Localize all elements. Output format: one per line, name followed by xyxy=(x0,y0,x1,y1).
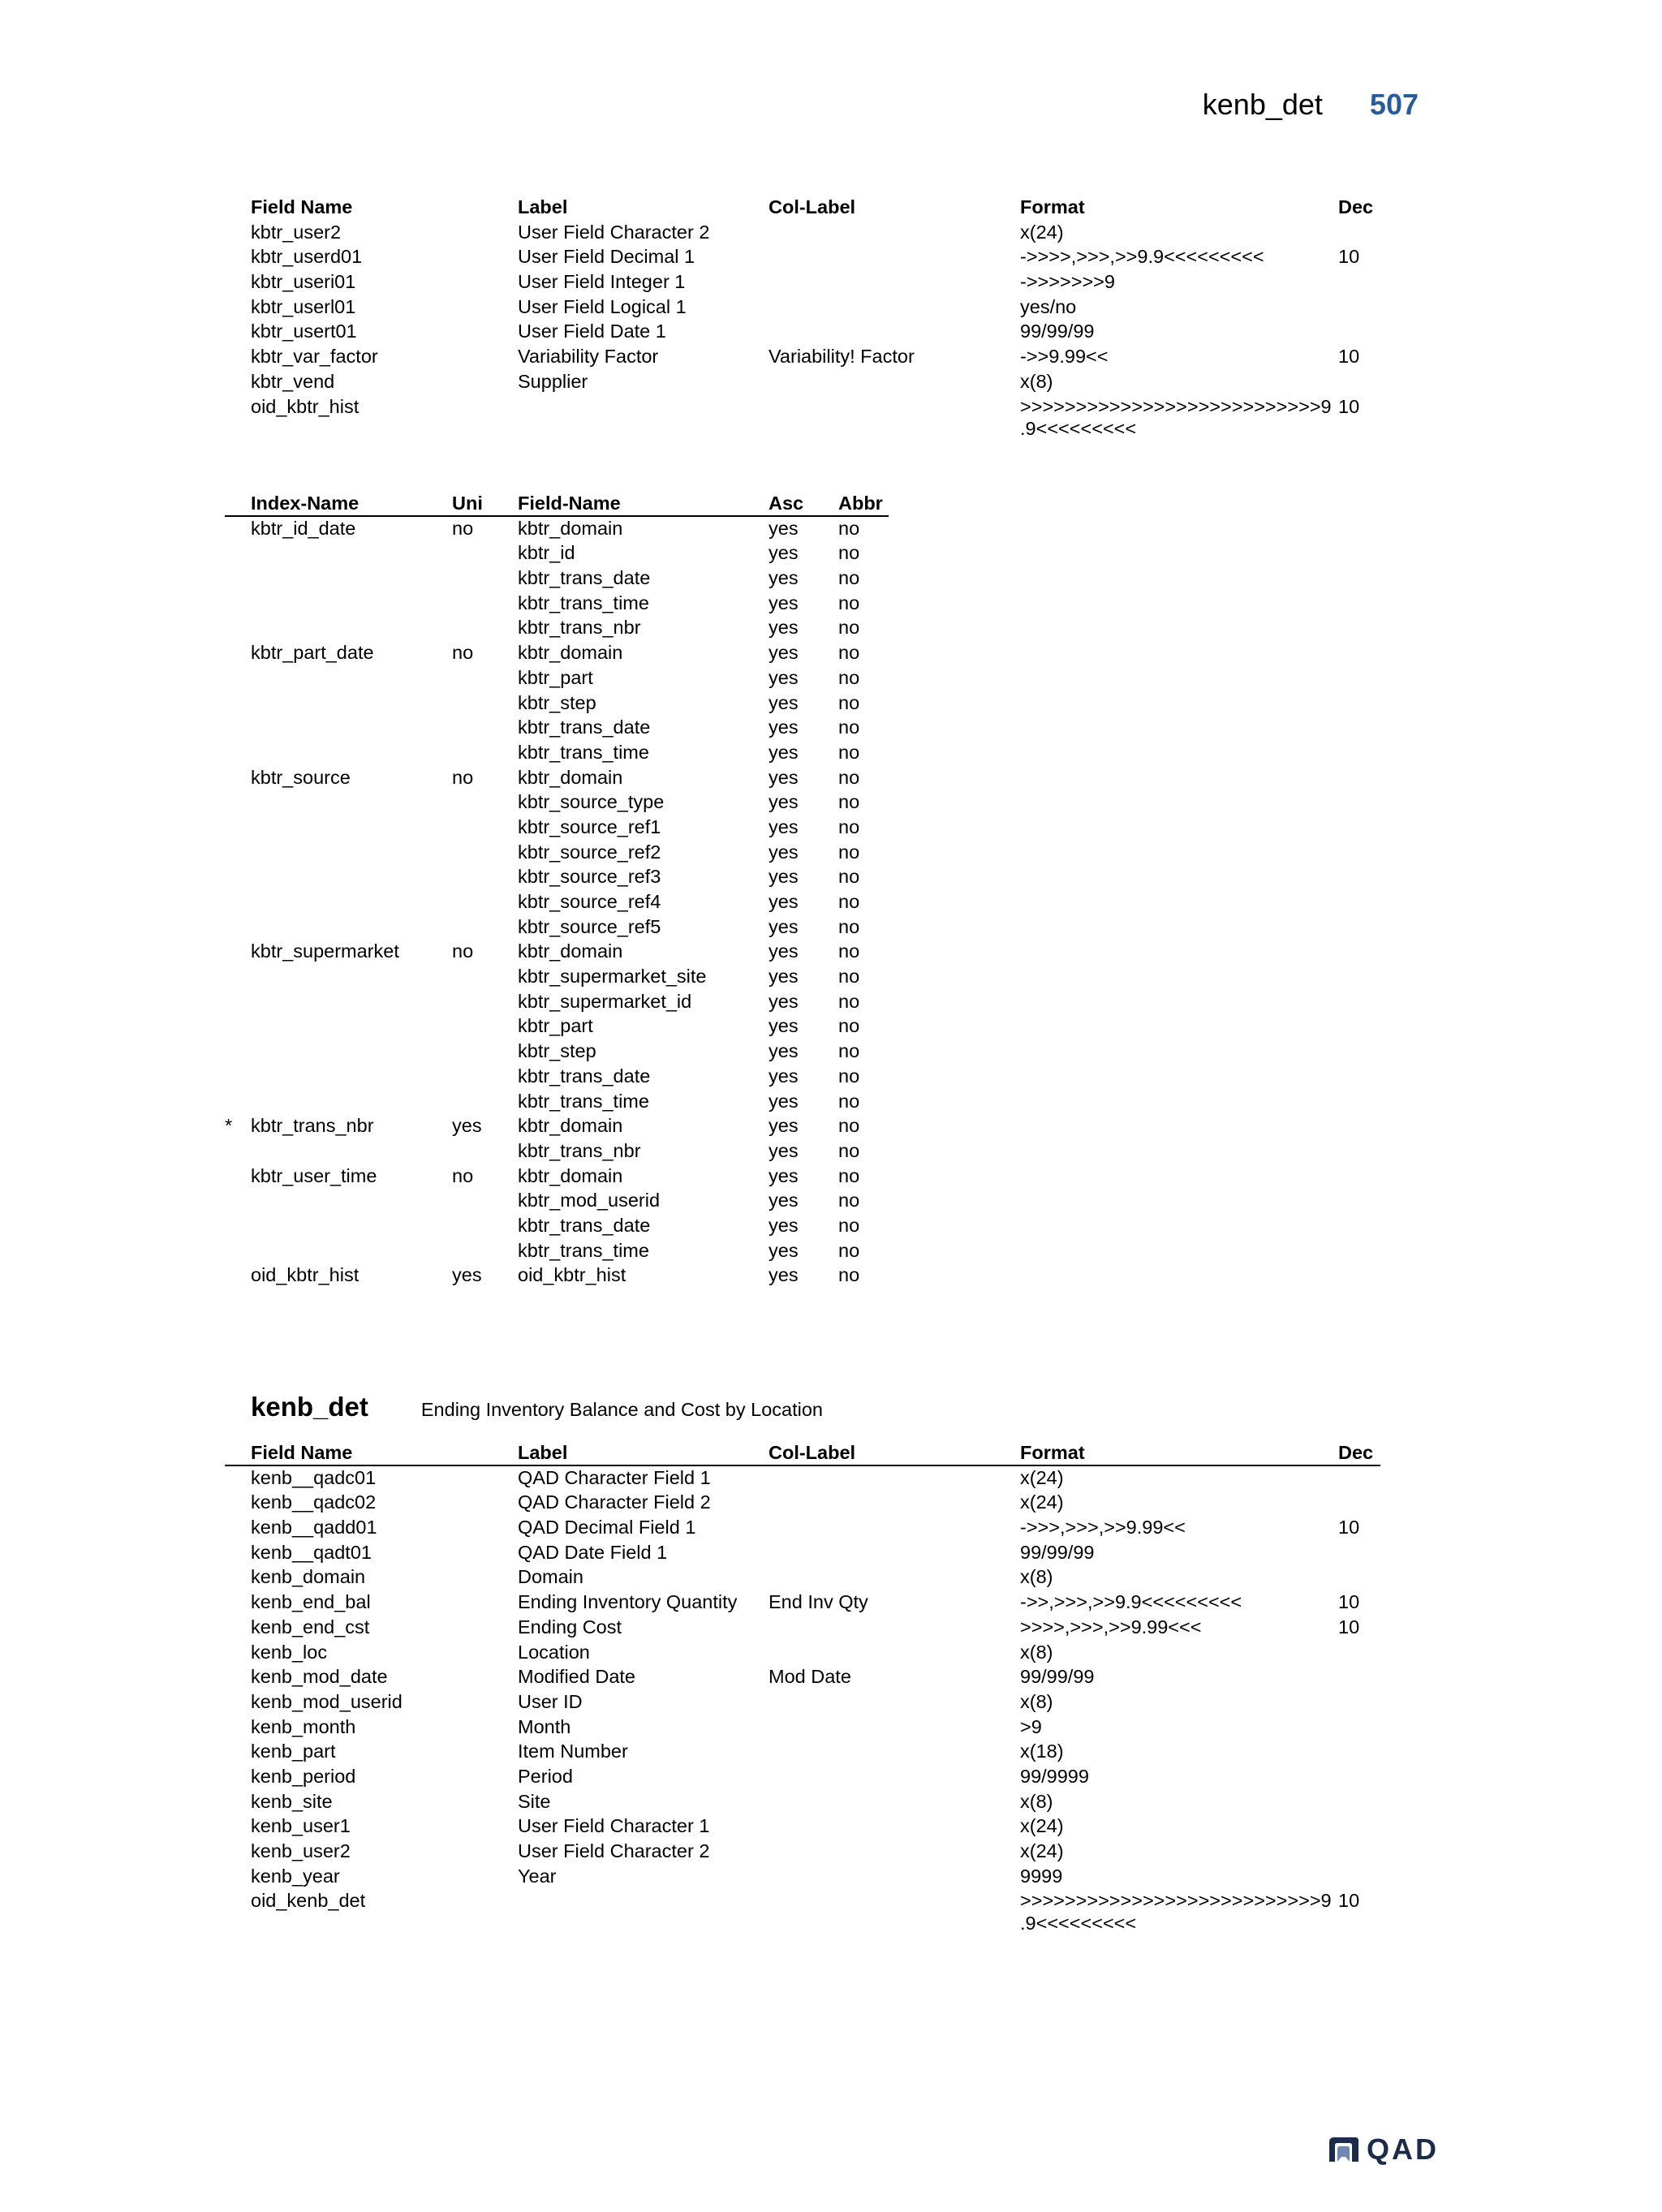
field-name-cell: oid_kbtr_hist xyxy=(518,1264,626,1286)
abbr-cell: no xyxy=(838,1239,860,1261)
table-row xyxy=(251,889,900,914)
field-name-cell: kenb_site xyxy=(251,1790,333,1812)
asc-cell: yes xyxy=(769,891,799,912)
abbr-cell: no xyxy=(838,1065,860,1087)
label-cell: Location xyxy=(518,1641,590,1663)
label-cell: Site xyxy=(518,1790,551,1812)
index-name-cell: kbtr_part_date xyxy=(251,642,374,664)
table-row xyxy=(251,939,900,964)
format-cell: 99/9999 xyxy=(1020,1765,1089,1787)
table-row xyxy=(251,615,900,640)
table-row xyxy=(251,640,900,665)
field-table-header xyxy=(251,1440,1387,1465)
field-name-cell: kbtr_supermarket_site xyxy=(518,966,707,988)
index-name-cell: kbtr_source xyxy=(251,766,351,788)
asc-cell: yes xyxy=(769,1239,799,1261)
field-table-kbtr xyxy=(251,195,1387,440)
field-name-cell: kbtr_trans_date xyxy=(518,1065,651,1087)
format-cell: ->>>,>>>,>>9.99<< xyxy=(1020,1517,1186,1539)
asc-cell: yes xyxy=(769,741,799,763)
abbr-cell: no xyxy=(838,766,860,788)
table-row xyxy=(251,1590,1387,1615)
table-row xyxy=(251,790,900,815)
field-name-cell: kbtr_trans_date xyxy=(518,567,651,589)
table-row xyxy=(251,1540,1387,1565)
format-cell xyxy=(1020,1888,1332,1933)
abbr-cell: no xyxy=(838,816,860,837)
format-cell: 99/99/99 xyxy=(1020,1666,1095,1688)
field-name-cell: kbtr_source_ref5 xyxy=(518,915,661,937)
label-cell: QAD Character Field 1 xyxy=(518,1466,711,1488)
label-cell: Variability Factor xyxy=(518,346,659,368)
col-label-cell: Mod Date xyxy=(769,1666,851,1688)
format-cell: yes/no xyxy=(1020,295,1077,317)
format-cell: ->>>>,>>>,>>9.9<<<<<<<<< xyxy=(1020,246,1264,268)
header-format: Format xyxy=(1020,1442,1085,1463)
field-name-cell: kbtr_source_type xyxy=(518,791,665,813)
field-name-cell: kenb_mod_date xyxy=(251,1666,388,1688)
logo-text: QAD xyxy=(1367,2132,1439,2166)
format-cell: x(18) xyxy=(1020,1741,1064,1762)
asc-cell: yes xyxy=(769,766,799,788)
qad-logo xyxy=(1328,2132,1439,2167)
dec-cell: 10 xyxy=(1338,1890,1360,1912)
abbr-cell: no xyxy=(838,990,860,1012)
table-row xyxy=(251,220,1387,245)
table-row xyxy=(251,815,900,840)
abbr-cell: no xyxy=(838,1139,860,1161)
table-row xyxy=(251,540,900,566)
table-row xyxy=(251,1839,1387,1864)
field-name-cell: kbtr_user2 xyxy=(251,221,342,243)
asc-cell: yes xyxy=(769,592,799,613)
abbr-cell: no xyxy=(838,542,860,564)
table-row xyxy=(251,1089,900,1114)
label-cell: Period xyxy=(518,1765,573,1787)
format-cell: x(8) xyxy=(1020,1790,1053,1812)
table-row xyxy=(251,864,900,889)
asc-cell: yes xyxy=(769,915,799,937)
table-row xyxy=(251,244,1387,269)
table-row xyxy=(251,1039,900,1064)
header-dec: Dec xyxy=(1338,1442,1374,1463)
uni-cell: no xyxy=(452,940,474,962)
field-name-cell: kbtr_trans_time xyxy=(518,1090,649,1112)
field-name-cell: kbtr_trans_date xyxy=(518,717,651,738)
abbr-cell: no xyxy=(838,1090,860,1112)
asc-cell: yes xyxy=(769,1164,799,1186)
asc-cell: yes xyxy=(769,666,799,688)
primary-index-marker: * xyxy=(225,1115,233,1137)
abbr-cell: no xyxy=(838,1214,860,1236)
field-name-cell: kenb_user1 xyxy=(251,1815,351,1837)
label-cell: QAD Date Field 1 xyxy=(518,1541,668,1563)
field-name-cell: kbtr_domain xyxy=(518,517,623,539)
abbr-cell: no xyxy=(838,1015,860,1037)
table-row xyxy=(251,566,900,591)
abbr-cell: no xyxy=(838,567,860,589)
asc-cell: yes xyxy=(769,791,799,813)
format-cell: x(8) xyxy=(1020,370,1053,392)
field-name-cell: kenb__qadc02 xyxy=(251,1491,377,1513)
asc-cell: yes xyxy=(769,542,799,564)
field-name-cell: kenb_loc xyxy=(251,1641,328,1663)
table-row xyxy=(251,591,900,616)
field-name-cell: kbtr_trans_nbr xyxy=(518,617,641,639)
label-cell: Modified Date xyxy=(518,1666,635,1688)
format-cell: ->>>>>>>9 xyxy=(1020,271,1115,293)
format-line-1: >>>>>>>>>>>>>>>>>>>>>>>>>>>9 xyxy=(1020,395,1332,417)
format-cell: ->>9.99<< xyxy=(1020,346,1109,368)
asc-cell: yes xyxy=(769,691,799,713)
field-name-cell: kenb_year xyxy=(251,1865,340,1887)
abbr-cell: no xyxy=(838,915,860,937)
label-cell: User Field Character 1 xyxy=(518,1815,710,1837)
dec-cell: 10 xyxy=(1338,246,1360,268)
table-row xyxy=(251,1238,900,1263)
abbr-cell: no xyxy=(838,1190,860,1211)
label-cell: Month xyxy=(518,1715,571,1737)
abbr-cell: no xyxy=(838,717,860,738)
table-row xyxy=(251,1490,1387,1515)
table-row xyxy=(251,394,1387,440)
table-row xyxy=(251,740,900,765)
table-row xyxy=(251,319,1387,344)
abbr-cell: no xyxy=(838,891,860,912)
format-cell: 99/99/99 xyxy=(1020,321,1095,342)
label-cell: User Field Date 1 xyxy=(518,321,666,342)
table-row xyxy=(251,914,900,940)
abbr-cell: no xyxy=(838,592,860,613)
table-row xyxy=(251,1188,900,1213)
label-cell: Year xyxy=(518,1865,557,1887)
field-name-cell: kbtr_source_ref3 xyxy=(518,866,661,888)
field-name-cell: kenb_end_cst xyxy=(251,1616,370,1637)
field-name-cell: kenb_mod_userid xyxy=(251,1690,403,1712)
table-row xyxy=(251,269,1387,295)
uni-cell: no xyxy=(452,766,474,788)
field-name-cell: kbtr_userd01 xyxy=(251,246,363,268)
asc-cell: yes xyxy=(769,1065,799,1087)
field-name-cell: kbtr_step xyxy=(518,1040,596,1062)
header-uni: Uni xyxy=(452,493,483,514)
header-field-name: Field Name xyxy=(251,196,353,217)
table-row xyxy=(251,1263,900,1288)
table-row xyxy=(251,1615,1387,1640)
field-name-cell: kbtr_supermarket_id xyxy=(518,990,692,1012)
abbr-cell: no xyxy=(838,1164,860,1186)
label-cell: User Field Logical 1 xyxy=(518,295,687,317)
header-field-name: Field Name xyxy=(251,1442,353,1463)
abbr-cell: no xyxy=(838,666,860,688)
field-name-cell: kenb_period xyxy=(251,1765,356,1787)
label-cell: User Field Character 2 xyxy=(518,1840,710,1861)
label-cell: Ending Inventory Quantity xyxy=(518,1591,738,1613)
table-row xyxy=(251,1515,1387,1540)
table-name: kenb_det xyxy=(251,1392,368,1422)
field-name-cell: kbtr_useri01 xyxy=(251,271,356,293)
format-cell: >>>>,>>>,>>9.99<<< xyxy=(1020,1616,1202,1637)
dec-cell: 10 xyxy=(1338,1517,1360,1539)
dec-cell: 10 xyxy=(1338,346,1360,368)
field-name-cell: kenb_end_bal xyxy=(251,1591,371,1613)
field-name-cell: kbtr_source_ref1 xyxy=(518,816,661,837)
asc-cell: yes xyxy=(769,642,799,664)
col-label-cell: Variability! Factor xyxy=(769,346,915,368)
table-row xyxy=(251,1064,900,1089)
format-cell: x(24) xyxy=(1020,1815,1064,1837)
section-title xyxy=(251,1392,823,1422)
table-row xyxy=(251,1465,1387,1491)
dec-cell: 10 xyxy=(1338,1616,1360,1637)
index-name-cell: kbtr_id_date xyxy=(251,517,356,539)
index-name-cell: kbtr_supermarket xyxy=(251,940,399,962)
asc-cell: yes xyxy=(769,1015,799,1037)
abbr-cell: no xyxy=(838,791,860,813)
table-row xyxy=(251,1213,900,1238)
abbr-cell: no xyxy=(838,966,860,988)
asc-cell: yes xyxy=(769,1190,799,1211)
label-cell: Ending Cost xyxy=(518,1616,622,1637)
header-asc: Asc xyxy=(769,493,804,514)
dec-cell: 10 xyxy=(1338,1591,1360,1613)
table-row xyxy=(251,840,900,865)
asc-cell: yes xyxy=(769,1139,799,1161)
table-row xyxy=(251,1789,1387,1814)
asc-cell: yes xyxy=(769,866,799,888)
format-cell: x(24) xyxy=(1020,1840,1064,1861)
format-cell: >9 xyxy=(1020,1715,1042,1737)
format-line-1: >>>>>>>>>>>>>>>>>>>>>>>>>>>9 xyxy=(1020,1890,1332,1912)
field-name-cell: kenb_user2 xyxy=(251,1840,351,1861)
field-name-cell: kbtr_domain xyxy=(518,940,623,962)
table-row xyxy=(251,964,900,989)
label-cell: User Field Integer 1 xyxy=(518,271,686,293)
uni-cell: yes xyxy=(452,1264,482,1286)
header-abbr: Abbr xyxy=(838,493,883,514)
field-name-cell: kbtr_source_ref4 xyxy=(518,891,661,912)
field-table-kenb xyxy=(251,1440,1387,1934)
table-row xyxy=(251,715,900,740)
table-row xyxy=(251,516,900,541)
field-name-cell: kenb_month xyxy=(251,1715,356,1737)
table-row xyxy=(251,1564,1387,1590)
field-name-cell: kbtr_id xyxy=(518,542,575,564)
dec-cell: 10 xyxy=(1338,395,1360,417)
asc-cell: yes xyxy=(769,816,799,837)
table-row xyxy=(251,1888,1387,1934)
table-description: Ending Inventory Balance and Cost by Location xyxy=(420,1399,824,1420)
format-cell xyxy=(1020,394,1332,439)
field-name-cell: kbtr_trans_time xyxy=(518,741,649,763)
field-name-cell: oid_kenb_det xyxy=(251,1890,366,1912)
field-table-header xyxy=(251,195,1387,220)
label-cell: Item Number xyxy=(518,1741,628,1762)
field-name-cell: kbtr_part xyxy=(518,666,593,688)
format-cell: x(8) xyxy=(1020,1690,1053,1712)
field-name-cell: kenb_domain xyxy=(251,1566,366,1588)
asc-cell: yes xyxy=(769,966,799,988)
table-row xyxy=(251,1814,1387,1839)
asc-cell: yes xyxy=(769,617,799,639)
page-header xyxy=(1203,88,1419,122)
header-col-label: Col-Label xyxy=(769,1442,856,1463)
field-name-cell: oid_kbtr_hist xyxy=(251,395,360,417)
header-format: Format xyxy=(1020,196,1085,217)
table-row xyxy=(251,1864,1387,1889)
header-dec: Dec xyxy=(1338,196,1374,217)
field-name-cell: kbtr_domain xyxy=(518,766,623,788)
header-field-name: Field-Name xyxy=(518,493,621,514)
table-row xyxy=(251,1764,1387,1789)
asc-cell: yes xyxy=(769,517,799,539)
format-line-2: .9<<<<<<<<< xyxy=(1020,1913,1137,1934)
asc-cell: yes xyxy=(769,841,799,863)
index-table-header xyxy=(251,491,900,516)
abbr-cell: no xyxy=(838,741,860,763)
format-cell: x(24) xyxy=(1020,1491,1064,1513)
field-name-cell: kbtr_domain xyxy=(518,1115,623,1137)
format-cell: x(8) xyxy=(1020,1566,1053,1588)
uni-cell: no xyxy=(452,1164,474,1186)
abbr-cell: no xyxy=(838,691,860,713)
table-row xyxy=(251,1664,1387,1689)
table-row xyxy=(251,295,1387,320)
running-title: kenb_det xyxy=(1202,88,1323,121)
index-table-kbtr xyxy=(225,491,900,1288)
field-name-cell: kbtr_trans_time xyxy=(518,592,649,613)
table-row xyxy=(251,1164,900,1189)
field-name-cell: kbtr_userl01 xyxy=(251,295,356,317)
abbr-cell: no xyxy=(838,617,860,639)
field-name-cell: kbtr_source_ref2 xyxy=(518,841,661,863)
field-name-cell: kenb__qadd01 xyxy=(251,1517,377,1539)
page-number: 507 xyxy=(1369,88,1419,121)
abbr-cell: no xyxy=(838,841,860,863)
asc-cell: yes xyxy=(769,1040,799,1062)
label-cell: Domain xyxy=(518,1566,583,1588)
index-name-cell: kbtr_user_time xyxy=(251,1164,377,1186)
abbr-cell: no xyxy=(838,517,860,539)
asc-cell: yes xyxy=(769,717,799,738)
field-name-cell: kbtr_part xyxy=(518,1015,593,1037)
label-cell: Supplier xyxy=(518,370,588,392)
asc-cell: yes xyxy=(769,567,799,589)
index-name-cell: kbtr_trans_nbr xyxy=(251,1115,374,1137)
field-name-cell: kenb_part xyxy=(251,1741,336,1762)
format-line-2: .9<<<<<<<<< xyxy=(1020,418,1137,440)
asc-cell: yes xyxy=(769,1214,799,1236)
format-cell: 99/99/99 xyxy=(1020,1541,1095,1563)
table-row xyxy=(251,691,900,716)
uni-cell: no xyxy=(452,517,474,539)
format-cell: 9999 xyxy=(1020,1865,1063,1887)
table-row xyxy=(251,369,1387,394)
uni-cell: yes xyxy=(452,1115,482,1137)
abbr-cell: no xyxy=(838,1040,860,1062)
field-name-cell: kbtr_step xyxy=(518,691,596,713)
header-label: Label xyxy=(518,1442,568,1463)
abbr-cell: no xyxy=(838,940,860,962)
label-cell: User Field Decimal 1 xyxy=(518,246,695,268)
field-name-cell: kenb__qadc01 xyxy=(251,1466,377,1488)
table-row xyxy=(251,1715,1387,1740)
format-cell: x(24) xyxy=(1020,1466,1064,1488)
header-label: Label xyxy=(518,196,568,217)
format-cell: x(8) xyxy=(1020,1641,1053,1663)
field-name-cell: kenb__qadt01 xyxy=(251,1541,372,1563)
qad-logo-icon xyxy=(1328,2136,1360,2163)
table-row xyxy=(251,989,900,1014)
field-name-cell: kbtr_var_factor xyxy=(251,346,378,368)
asc-cell: yes xyxy=(769,1090,799,1112)
field-name-cell: kbtr_domain xyxy=(518,1164,623,1186)
field-name-cell: kbtr_trans_date xyxy=(518,1214,651,1236)
field-name-cell: kbtr_trans_nbr xyxy=(518,1139,641,1161)
table-row xyxy=(225,1113,900,1138)
field-name-cell: kbtr_usert01 xyxy=(251,321,357,342)
label-cell: QAD Character Field 2 xyxy=(518,1491,711,1513)
index-name-cell: oid_kbtr_hist xyxy=(251,1264,360,1286)
header-index-name: Index-Name xyxy=(251,493,360,514)
abbr-cell: no xyxy=(838,1264,860,1286)
abbr-cell: no xyxy=(838,1115,860,1137)
field-name-cell: kbtr_domain xyxy=(518,642,623,664)
label-cell: User Field Character 2 xyxy=(518,221,710,243)
table-row xyxy=(251,1640,1387,1665)
table-row xyxy=(251,1013,900,1039)
format-cell: ->>,>>>,>>9.9<<<<<<<<< xyxy=(1020,1591,1242,1613)
table-row xyxy=(251,765,900,790)
format-cell: x(24) xyxy=(1020,221,1064,243)
asc-cell: yes xyxy=(769,1264,799,1286)
table-row xyxy=(251,1739,1387,1764)
uni-cell: no xyxy=(452,642,474,664)
header-col-label: Col-Label xyxy=(769,196,856,217)
col-label-cell: End Inv Qty xyxy=(769,1591,868,1613)
table-row xyxy=(251,665,900,691)
abbr-cell: no xyxy=(838,642,860,664)
table-row xyxy=(251,1689,1387,1715)
asc-cell: yes xyxy=(769,940,799,962)
asc-cell: yes xyxy=(769,990,799,1012)
abbr-cell: no xyxy=(838,866,860,888)
label-cell: User ID xyxy=(518,1690,583,1712)
field-name-cell: kbtr_mod_userid xyxy=(518,1190,661,1211)
label-cell: QAD Decimal Field 1 xyxy=(518,1517,696,1539)
asc-cell: yes xyxy=(769,1115,799,1137)
field-name-cell: kbtr_vend xyxy=(251,370,335,392)
field-name-cell: kbtr_trans_time xyxy=(518,1239,649,1261)
table-row xyxy=(251,1138,900,1164)
table-row xyxy=(251,344,1387,369)
